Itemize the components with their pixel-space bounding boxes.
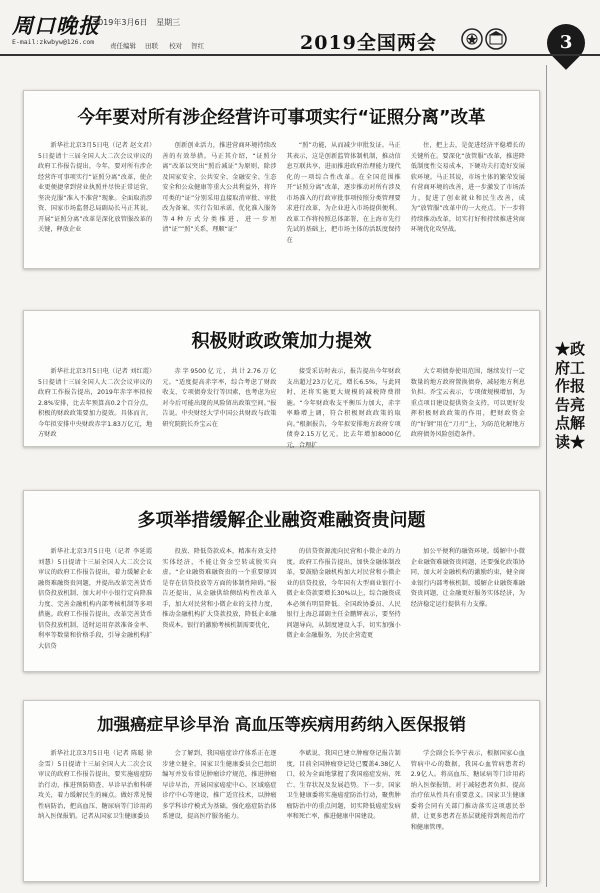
article-column: “照”功能，从而减少审批发证。马正其表示，这是创新监管体制机制，推动信息互联共享，进而推进政府治理能力现代化的一项综合性改革。在全国范围推开“证照分离”改革，逐步推动对所有涉及市场准入的行政审批事项按照分类管理要求进行改革，为企业进入市场提供便利。改革工作将按照总体部署，在上海市先行先试的基础上，把市场主体的活跃度保持在 (286, 142, 401, 244)
article-headline: 加强癌症早诊早治 高血压等疾病用药纳入医保报销 (97, 715, 466, 734)
editor-name: 田联 (145, 42, 158, 50)
article-column: 的信贷资源流向民营和小微企业的力度。政府工作报告提出，加快金融体制改革，要鼓励金融机构加大对民营和小微企业的信贷投放，今年国有大型商业银行小微企业贷款要增长30%以上，综合融资成本必须有明显降低。全国政协委员、人民银行上海总部副主任金鹏辉表示，要坚持问题导向，从制度建设入手，切实加强小微企业金融服务，为民企营造更 (286, 548, 401, 639)
proofreader-name: 智红 (191, 42, 205, 50)
national-emblems-icon (461, 26, 509, 52)
article-cancer-hypertension-care (23, 700, 540, 882)
article-headline: 今年要对所有涉企经营许可事项实行“证照分离”改革 (77, 108, 486, 128)
article-column: 接受采访时表示，报告提出今年财政支出超过23万亿元，增长6.5%，与此同时，还将实施更大规模的减税降费措施。“今年财政收支平衡压力加大，赤字率略增上调，符合积极财政政策的取向。”根据报告，今年拟安排地方政府专项债券2.15万亿元，比去年增加8000亿元，合理扩 (286, 368, 401, 449)
article-column: 李斌说，我国已建立肿瘤登记报告制度，目前全国肿瘤登记处已覆盖4.38亿人口，较为全面地掌握了我国癌症发病、死亡、生存状况及发展趋势。下一步，国家卫生健康委将实施癌症防治行动，聚焦肿瘤防治中的重点问题，切实降低癌症发病率和死亡率，推进健康中国建设。 (286, 750, 401, 820)
article-column: 新华社北京3月5日电（记者 李延霞 刘慧）5日提请十三届全国人大二次会议审议的政府工作报告提出，着力缓解企业融资难融资贵问题，并提出改革完善货币信贷投放机制、加大对中小银行定向降准力度、完善金融机构内部考核机制等多项措施。政府工作报告提出，改革完善货币信贷投放机制，适时运用存款准备金率、利率等数量和价格手段，引导金融机构扩大信贷 (38, 548, 153, 650)
article-column: 新华社北京3月5日电（记者 刘红霞）5日提请十三届全国人大二次会议审议的政府工作报告提出，2019年赤字率拟按2.8%安排，比去年预算高0.2个百分点，积极的财政政策要加力提效。具体而言，今年拟安排中央财政赤字1.83万亿元，地方财政 (38, 368, 153, 438)
article-column: 会了解到，我国癌症诊疗体系正在逐步建立健全，国家卫生健康委员会已组织编写并发布常见肿瘤诊疗规范，推进肿瘤早诊早治，开展国家癌症中心、区域癌症诊疗中心等建设，推广适宜技术，以肿瘤多学科诊疗模式为基础，强化癌症防治体系建设，提高医疗服务能力。 (162, 750, 277, 820)
page-number-badge (539, 16, 593, 70)
issue-weekday: 星期三 (156, 18, 181, 27)
article-headline: 积极财政政策加力提效 (191, 331, 372, 352)
contact-email: E-mail:zkwbyw@126.com (12, 38, 95, 46)
article-column: 赤字9500亿元，共计2.76万亿元。“适度提高赤字率，综合考虑了财政收支、专项债券发行等因素，也考虑为应对今后可能出现的风险留出政策空间。”报告说。中央财经大学中国公共财政与政策研究院院长乔宝云在 (162, 368, 277, 428)
article-column: 新华社北京3月5日电（记者 陈聪 徐金雪）5日提请十三届全国人大二次会议审议的政府工作报告提出，要实施癌症防治行动，推进预防筛查、早诊早治和科研攻关，着力缓解民生的痛点。做好常见慢性病防治，把高血压、糖尿病等门诊用药纳入医保报销。记者从国家卫生健康委员 (38, 750, 153, 820)
proofreader-label: 校对 (169, 42, 183, 50)
newspaper-logo: 周口晚报 (12, 13, 100, 38)
article-column: 新华社北京3月5日电（记者 赵文君）5日提请十三届全国人大二次会议审议的政府工作报告提出，今年，要对所有涉企经营许可事项实行“证照分离”改革，使企业更便捷拿到营业执照并尽快正常运营，坚决克服“准入不准营”现象。全面取消涉资、国家市场监督总局副局长马正其说，开展“证照分离”改革是深化放管服改革的关键，释放企业 (38, 142, 153, 233)
article-column: 大专项债券使用范围，继续发行一定数量的地方政府置换债券，减轻地方利息负担。乔宝云表示，专项债规模增加，为重点项目建设提供资金支持，可以更好发挥积极财政政策的作用，把财政资金的“好钢”用在“刀刃”上，为防范化解地方政府债务风险创造条件。 (410, 368, 525, 438)
issue-date-text: 2019年3月6日 (93, 18, 148, 27)
article-column: 学会副会长李宁表示，根据国家心血管病中心的数据，我国心血管病患者约2.9亿人。将高血压、糖尿病等门诊用药纳入医保报销，对于减轻患者负担、提高治疗依从性具有重要意义。国家卫生健康委将会同有关部门推动落实这项惠民举措，让更多患者在基层就能得到规范治疗和健康管理。 (410, 750, 525, 831)
article-body (38, 141, 525, 262)
editor-label: 责任编辑 (110, 42, 136, 50)
article-body (38, 547, 525, 665)
article-enterprise-financing (23, 490, 540, 672)
article-column: 创新创业活力，推进营商环境持续改善的有效举措。马正其介绍，“证照分离”改革以突出“照后减证”为原则，除涉及国家安全、公共安全、金融安全、生态安全和公众健康等重大公共利益外，将许可类的“证”分别采用直接取消审批、审批改为备案、实行告知承诺、优化准入服务等4种方式分类推进，进一步厘清“证”“照”关系，理顺“证” (162, 142, 277, 233)
article-body (38, 367, 525, 449)
article-column: 投放、降低贷款成本，精准有效支持实体经济，不能让资金空转或脱实向虚。“企业融资难融资贵的一个重要原因是存在信贷投放等方面的体制性障碍。”报告还提出，从金融供给侧结构性改革入手，加大对民营和小微企业的支持力度，推动金融机构扩大贷款投放，降低企业融资成本。银行的激励考核机制需要优化， (162, 548, 277, 629)
article-headline: 多项举措缓解企业融资难融资贵问题 (137, 510, 426, 531)
article-fiscal-policy (23, 310, 540, 447)
article-column: 加公平便利的融资环境。缓解中小微企业融资难融资贵问题，还要强化政策协同，加大对金融机构的激励约束，健全商业银行内部考核机制，缓解企业融资难融资贵问题，让金融更好服务实体经济，为经济稳定运行提供有力支撑。 (410, 548, 525, 608)
editor-credits (110, 41, 213, 50)
vertical-banner: ★政府工作报告亮点解读★ (555, 340, 586, 451)
banner-divider (546, 65, 547, 887)
issue-date (93, 17, 180, 28)
article-business-license-reform (23, 90, 540, 269)
section-title: 2019全国两会 (300, 32, 437, 54)
article-body (38, 749, 525, 875)
page-number: 3 (559, 32, 573, 53)
article-column: 住，把上去，是促进经济平稳增长的关键所在。要深化“放管服”改革，推进降低制度性交易成本，下硬功夫打造好发展软环境。马正其说，市场主体的繁荣发展有营商环境的改善，进一步激发了市场活力，促进了创业就业和民生改善，成为“放管服”改革中的一大亮点。下一步将持续推动改革，切实打好和持续推进营商环境优化攻坚战。 (410, 142, 525, 233)
header-divider (0, 54, 600, 56)
